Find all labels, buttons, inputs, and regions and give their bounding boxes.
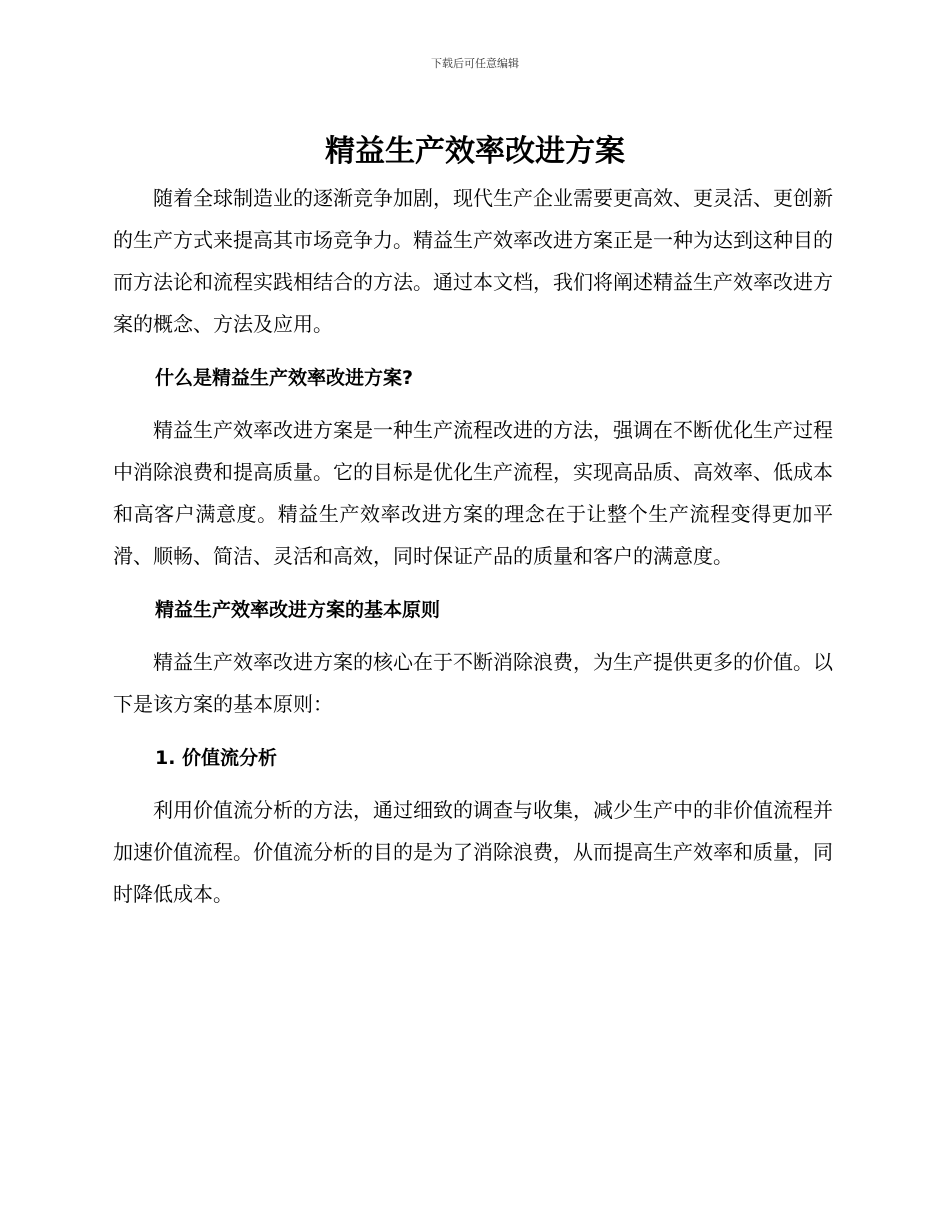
section-paragraph-value-stream: 利用价值流分析的方法，通过细致的调查与收集，减少生产中的非价值流程并加速价值流程。价值流分析的目的是为了消除浪费，从而提高生产效率和质量，同时降低成本。 — [113, 798, 833, 906]
section-heading-what-is: 什么是精益生产效率改进方案? — [155, 367, 414, 389]
page-header-note: 下载后可任意编辑 — [431, 57, 519, 70]
intro-paragraph: 随着全球制造业的逐渐竞争加剧，现代生产企业需要更高效、更灵活、更创新的生产方式来提高其市场竞争力。精益生产效率改进方案正是一种为达到这种目的而方法论和流程实践相结合的方法。通过本文档，我们将阐述精益生产效率改进方案的概念、方法及应用。 — [113, 186, 833, 336]
section-heading-value-stream: 1. 价值流分析 — [155, 747, 278, 769]
section-paragraph-principles: 精益生产效率改进方案的核心在于不断消除浪费，为生产提供更多的价值。以下是该方案的基本原则： — [113, 650, 833, 716]
section-heading-principles: 精益生产效率改进方案的基本原则 — [155, 599, 441, 621]
section-paragraph-what-is: 精益生产效率改进方案是一种生产流程改进的方法，强调在不断优化生产过程中消除浪费和提高质量。它的目标是优化生产流程，实现高品质、高效率、低成本和高客户满意度。精益生产效率改进方案的理念在于让整个生产流程变得更加平滑、顺畅、简洁、灵活和高效，同时保证产品的质量和客户的满意度。 — [113, 418, 833, 568]
document-body — [113, 177, 833, 915]
document-title: 精益生产效率改进方案 — [325, 134, 625, 169]
